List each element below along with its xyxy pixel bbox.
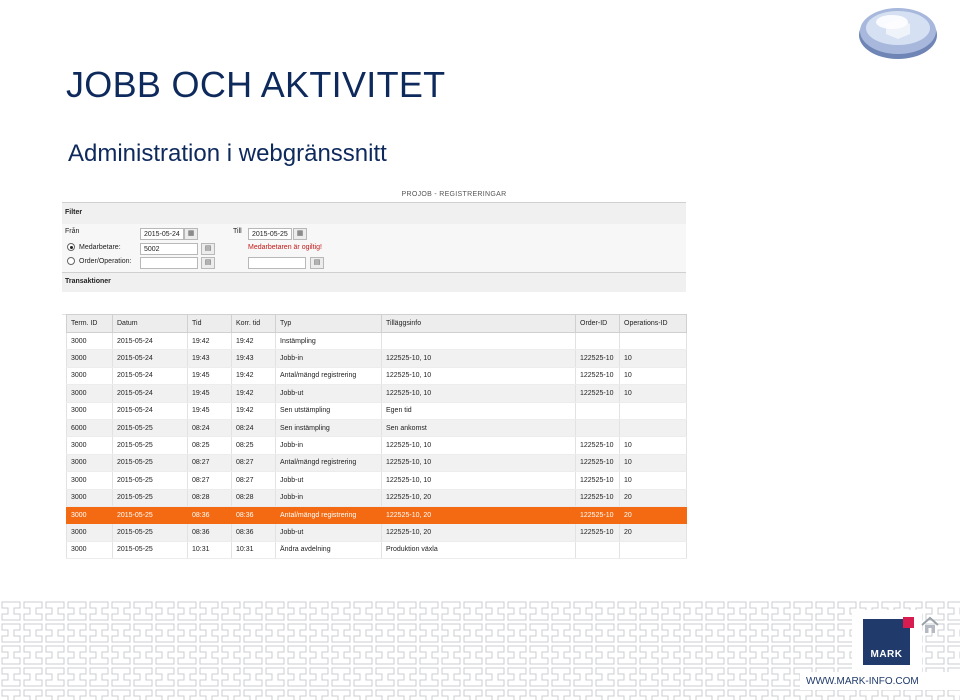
table-cell: 20 bbox=[620, 489, 687, 506]
mark-logo-text: MARK bbox=[870, 649, 903, 660]
transactions-header-bar bbox=[62, 272, 686, 294]
table-cell: 08:27 bbox=[188, 454, 232, 471]
table-cell: 08:25 bbox=[188, 437, 232, 454]
table-cell: 2015-05-24 bbox=[113, 402, 188, 419]
table-row[interactable] bbox=[67, 385, 687, 402]
table-cell: 10 bbox=[620, 437, 687, 454]
table-cell: 08:27 bbox=[232, 454, 276, 471]
table-row[interactable] bbox=[67, 506, 687, 523]
column-header-tillaggsinfo[interactable]: Tilläggsinfo bbox=[382, 315, 576, 333]
transactions-table bbox=[66, 314, 687, 559]
table-cell bbox=[620, 541, 687, 558]
filter-header: Filter bbox=[65, 209, 83, 216]
table-row[interactable] bbox=[67, 472, 687, 489]
table-cell: 19:45 bbox=[188, 367, 232, 384]
operation-lookup-folder-icon[interactable]: ▤ bbox=[310, 257, 324, 269]
table-cell: 122525-10 bbox=[576, 524, 620, 541]
table-cell: Jobb-in bbox=[276, 350, 382, 367]
table-cell: 3000 bbox=[67, 333, 113, 350]
table-cell: 10 bbox=[620, 350, 687, 367]
table-cell: 2015-05-25 bbox=[113, 437, 188, 454]
table-cell: 122525-10 bbox=[576, 454, 620, 471]
column-header-order-id[interactable]: Order-ID bbox=[576, 315, 620, 333]
table-cell: 2015-05-25 bbox=[113, 454, 188, 471]
table-row[interactable] bbox=[67, 333, 687, 350]
employee-radio[interactable] bbox=[67, 243, 75, 251]
table-cell: 10 bbox=[620, 385, 687, 402]
table-cell: 19:42 bbox=[232, 367, 276, 384]
table-cell: 10 bbox=[620, 454, 687, 471]
table-cell: 3000 bbox=[67, 489, 113, 506]
from-label: Från bbox=[65, 228, 80, 235]
table-cell: 122525-10 bbox=[576, 385, 620, 402]
table-cell: 2015-05-25 bbox=[113, 419, 188, 436]
slide-subtitle: Administration i webgränssnitt bbox=[68, 140, 387, 167]
table-cell: 08:36 bbox=[188, 524, 232, 541]
table-cell: Produktion växla bbox=[382, 541, 576, 558]
table-row[interactable] bbox=[67, 367, 687, 384]
table-cell: 2015-05-24 bbox=[113, 350, 188, 367]
table-header-row bbox=[67, 315, 687, 333]
table-cell: 122525-10, 20 bbox=[382, 506, 576, 523]
table-cell: 19:42 bbox=[232, 333, 276, 350]
table-row[interactable] bbox=[67, 454, 687, 471]
app-title: PROJOB - REGISTRERINGAR bbox=[401, 191, 507, 198]
table-body bbox=[67, 333, 687, 559]
slide-title: JOBB OCH AKTIVITET bbox=[66, 64, 446, 105]
operation-field[interactable] bbox=[248, 257, 306, 269]
column-header-term-id[interactable]: Term. ID bbox=[67, 315, 113, 333]
from-date-field[interactable]: 2015-05-24 bbox=[140, 228, 184, 240]
table-cell: 3000 bbox=[67, 350, 113, 367]
table-cell: 122525-10, 10 bbox=[382, 454, 576, 471]
table-cell: Egen tid bbox=[382, 402, 576, 419]
order-lookup-folder-icon[interactable]: ▤ bbox=[201, 257, 215, 269]
employee-lookup-folder-icon[interactable]: ▤ bbox=[201, 243, 215, 255]
table-cell: Ändra avdelning bbox=[276, 541, 382, 558]
table-cell: Jobb-ut bbox=[276, 472, 382, 489]
table-cell: 2015-05-24 bbox=[113, 385, 188, 402]
table-cell: 2015-05-25 bbox=[113, 472, 188, 489]
table-cell: 3000 bbox=[67, 367, 113, 384]
table-cell: 122525-10 bbox=[576, 472, 620, 489]
table-cell: 2015-05-25 bbox=[113, 506, 188, 523]
table-cell: 2015-05-25 bbox=[113, 524, 188, 541]
table-cell bbox=[576, 333, 620, 350]
brand-globe-logo bbox=[856, 2, 940, 62]
table-cell: 19:42 bbox=[232, 385, 276, 402]
to-date-field[interactable]: 2015-05-25 bbox=[248, 228, 292, 240]
table-cell: 122525-10, 10 bbox=[382, 367, 576, 384]
table-cell: 122525-10 bbox=[576, 489, 620, 506]
table-cell: 122525-10, 20 bbox=[382, 524, 576, 541]
table-cell: 19:43 bbox=[232, 350, 276, 367]
column-header-korr-tid[interactable]: Korr. tid bbox=[232, 315, 276, 333]
column-header-typ[interactable]: Typ bbox=[276, 315, 382, 333]
table-cell: 122525-10, 10 bbox=[382, 437, 576, 454]
table-cell: Sen instämpling bbox=[276, 419, 382, 436]
table-cell bbox=[620, 402, 687, 419]
table-cell: 08:36 bbox=[232, 524, 276, 541]
table-cell: Sen ankomst bbox=[382, 419, 576, 436]
employee-field[interactable]: 5002 bbox=[140, 243, 198, 255]
table-cell: Jobb-ut bbox=[276, 524, 382, 541]
table-cell: Jobb-ut bbox=[276, 385, 382, 402]
table-cell bbox=[620, 419, 687, 436]
table-cell bbox=[576, 541, 620, 558]
table-cell: 19:42 bbox=[232, 402, 276, 419]
to-label: Till bbox=[233, 228, 242, 235]
table-row[interactable] bbox=[67, 524, 687, 541]
table-cell: 3000 bbox=[67, 437, 113, 454]
table-cell: 19:42 bbox=[188, 333, 232, 350]
home-icon[interactable] bbox=[921, 616, 939, 634]
order-operation-label: Order/Operation: bbox=[79, 258, 132, 265]
footer-url[interactable]: WWW.MARK-INFO.COM bbox=[806, 676, 919, 687]
table-cell: 3000 bbox=[67, 385, 113, 402]
table-cell: 2015-05-24 bbox=[113, 367, 188, 384]
table-cell bbox=[576, 402, 620, 419]
filter-header-bar bbox=[62, 202, 686, 226]
table-cell: 08:36 bbox=[232, 506, 276, 523]
table-cell: 122525-10 bbox=[576, 350, 620, 367]
table-cell: Antal/mängd registrering bbox=[276, 454, 382, 471]
column-header-operations-id[interactable]: Operations-ID bbox=[620, 315, 687, 333]
transactions-toolbar-area bbox=[62, 292, 686, 315]
table-cell: 122525-10 bbox=[576, 367, 620, 384]
table-row[interactable] bbox=[67, 489, 687, 506]
registrations-app bbox=[62, 186, 686, 554]
table-cell: Jobb-in bbox=[276, 437, 382, 454]
table-cell: 10 bbox=[620, 367, 687, 384]
table-cell: 2015-05-25 bbox=[113, 541, 188, 558]
table-cell bbox=[576, 419, 620, 436]
employee-label: Medarbetare: bbox=[79, 244, 121, 251]
from-calendar-icon[interactable]: ▦ bbox=[184, 228, 198, 240]
order-field[interactable] bbox=[140, 257, 198, 269]
table-cell: Instämpling bbox=[276, 333, 382, 350]
table-cell: 3000 bbox=[67, 402, 113, 419]
table-row[interactable] bbox=[67, 437, 687, 454]
table-cell: 3000 bbox=[67, 524, 113, 541]
table-cell: 08:25 bbox=[232, 437, 276, 454]
table-cell: 122525-10 bbox=[576, 437, 620, 454]
table-cell: 08:24 bbox=[232, 419, 276, 436]
table-cell: 08:36 bbox=[188, 506, 232, 523]
table-cell: 10:31 bbox=[188, 541, 232, 558]
mark-logo bbox=[863, 619, 910, 665]
table-cell: 2015-05-24 bbox=[113, 333, 188, 350]
table-cell: 08:28 bbox=[232, 489, 276, 506]
table-cell: Jobb-in bbox=[276, 489, 382, 506]
table-row[interactable] bbox=[67, 541, 687, 558]
table-cell: 10 bbox=[620, 472, 687, 489]
table-cell bbox=[382, 333, 576, 350]
table-cell: 08:27 bbox=[188, 472, 232, 489]
table-cell: 20 bbox=[620, 506, 687, 523]
table-row[interactable] bbox=[67, 402, 687, 419]
table-cell: 20 bbox=[620, 524, 687, 541]
transactions-header: Transaktioner bbox=[65, 278, 111, 285]
table-cell: 122525-10, 20 bbox=[382, 489, 576, 506]
table-cell: 08:28 bbox=[188, 489, 232, 506]
table-row[interactable] bbox=[67, 419, 687, 436]
table-cell: 3000 bbox=[67, 506, 113, 523]
table-cell: Sen utstämpling bbox=[276, 402, 382, 419]
table-cell: 3000 bbox=[67, 454, 113, 471]
table-cell: 6000 bbox=[67, 419, 113, 436]
table-cell: Antal/mängd registrering bbox=[276, 367, 382, 384]
table-cell: 122525-10, 10 bbox=[382, 350, 576, 367]
table-row[interactable] bbox=[67, 350, 687, 367]
employee-error-message: Medarbetaren är ogiltig! bbox=[248, 244, 322, 251]
table-cell: 122525-10, 10 bbox=[382, 385, 576, 402]
table-cell: 08:27 bbox=[232, 472, 276, 489]
table-cell: Antal/mängd registrering bbox=[276, 506, 382, 523]
table-cell: 122525-10 bbox=[576, 506, 620, 523]
order-operation-radio[interactable] bbox=[67, 257, 75, 265]
table-cell: 3000 bbox=[67, 541, 113, 558]
table-cell: 3000 bbox=[67, 472, 113, 489]
to-calendar-icon[interactable]: ▦ bbox=[293, 228, 307, 240]
table-cell: 19:45 bbox=[188, 385, 232, 402]
table-cell: 2015-05-25 bbox=[113, 489, 188, 506]
table-cell: 122525-10, 10 bbox=[382, 472, 576, 489]
table-cell: 08:24 bbox=[188, 419, 232, 436]
column-header-tid[interactable]: Tid bbox=[188, 315, 232, 333]
mark-logo-accent bbox=[903, 617, 914, 628]
table-cell bbox=[620, 333, 687, 350]
table-cell: 10:31 bbox=[232, 541, 276, 558]
table-cell: 19:45 bbox=[188, 402, 232, 419]
column-header-datum[interactable]: Datum bbox=[113, 315, 188, 333]
table-cell: 19:43 bbox=[188, 350, 232, 367]
